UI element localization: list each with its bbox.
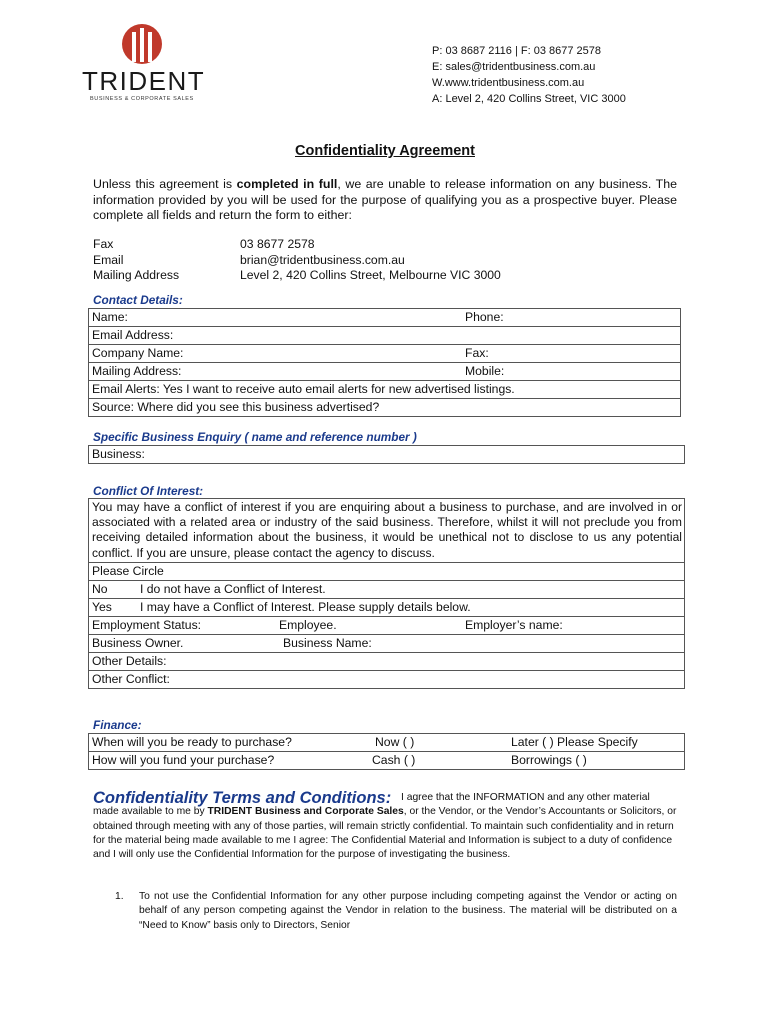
employer-name-field: Employer’s name: — [465, 617, 563, 632]
finance-table — [88, 733, 685, 770]
enquiry-table — [88, 445, 685, 464]
employment-row[interactable] — [89, 616, 685, 634]
finance-how-row[interactable] — [89, 752, 685, 770]
finance-heading: Finance: — [93, 718, 142, 732]
cash-option: Cash ( ) — [372, 753, 416, 767]
terms-body — [93, 791, 677, 862]
later-option: Later ( ) Please Specify — [511, 735, 638, 749]
trident-emblem-icon — [80, 22, 210, 70]
contact-details-table — [88, 308, 681, 417]
borrowings-option: Borrowings ( ) — [511, 753, 587, 767]
conflict-no-row[interactable] — [89, 580, 685, 598]
other-details-field[interactable]: Other Details: — [89, 652, 685, 670]
email-alerts-field[interactable]: Email Alerts: Yes I want to receive auto email alerts for new advertised listings. — [89, 381, 681, 399]
intro-paragraph — [93, 177, 677, 224]
mailing-field: Mailing Address: — [92, 364, 182, 378]
finance-when-row[interactable] — [89, 734, 685, 752]
company-fax-row[interactable] — [89, 345, 681, 363]
terms-lead: I agree that the INFORMATION and any other material made available to me by — [93, 792, 650, 818]
mailing-label: Mailing Address — [93, 268, 180, 282]
terms-company: TRIDENT Business and Corporate Sales — [207, 806, 404, 818]
email-field[interactable]: Email Address: — [89, 327, 681, 345]
no-option-text: I do not have a Conflict of Interest. — [140, 581, 326, 596]
contact-web: W.www.tridentbusiness.com.au — [432, 77, 585, 89]
conflict-yes-row[interactable] — [89, 598, 685, 616]
page-title: Confidentiality Agreement — [295, 143, 475, 159]
contact-address: A: Level 2, 420 Collins Street, VIC 3000 — [432, 93, 626, 105]
conflict-table — [88, 498, 685, 689]
logo-subtitle: BUSINESS & CORPORATE SALES — [90, 96, 194, 102]
item-number: 1. — [115, 891, 124, 902]
business-name-field: Business Name: — [283, 635, 372, 650]
business-owner-option: Business Owner. — [92, 635, 184, 650]
employment-status: Employment Status: — [92, 617, 202, 632]
intro-pre: Unless this agreement is — [93, 177, 237, 191]
phone-field: Phone: — [465, 310, 504, 324]
logo-wordmark: TRIDENT — [82, 66, 206, 96]
conflict-heading: Conflict Of Interest: — [93, 484, 204, 498]
please-circle: Please Circle — [89, 562, 685, 580]
yes-option: Yes — [92, 599, 112, 614]
header-contact — [432, 43, 626, 107]
name-field: Name: — [92, 310, 128, 324]
no-option: No — [92, 581, 108, 596]
name-phone-row[interactable] — [89, 309, 681, 327]
intro-bold: completed in full — [236, 177, 338, 191]
terms-rest: , or the Vendor, or the Vendor’s Accountants or Solicitors, or obtained through meeting with any of those parties, will remain strictly confidential. To maintain such confidentiality and in return for the material being made available to me I agree: The Confidential Material and Information is subject to a duty of confidence and I will only use the Confidential Information for the purpose of investigating the business. — [93, 806, 677, 861]
contact-email: E: sales@tridentbusiness.com.au — [432, 61, 596, 73]
now-option: Now ( ) — [375, 735, 415, 749]
mobile-field: Mobile: — [465, 364, 505, 378]
mailing-value: Level 2, 420 Collins Street, Melbourne VIC 3000 — [240, 268, 501, 282]
terms-heading: Confidentiality Terms and Conditions: — [93, 789, 392, 807]
business-owner-row[interactable] — [89, 634, 685, 652]
when-question: When will you be ready to purchase? — [92, 735, 292, 749]
fax-field: Fax: — [465, 346, 489, 360]
other-conflict-field[interactable]: Other Conflict: — [89, 670, 685, 688]
company-field: Company Name: — [92, 346, 184, 360]
conflict-text: You may have a conflict of interest if you are enquiring about a business to purchase, and are involved in or associated with a related area or industry of the said business. Therefore, whilst it will not preclude you from receiving detailed information about the business, it would be unethical not to disclose to us any potential conflict. If you are unsure, please contact the agency to discuss. — [89, 499, 685, 563]
email-label: Email — [93, 252, 124, 267]
mailing-mobile-row[interactable] — [89, 363, 681, 381]
enquiry-heading: Specific Business Enquiry ( name and reference number ) — [93, 430, 417, 444]
item-text: To not use the Confidential Information for any other purpose including competing against the Vendor or acting on behalf of any person competing against the Vendor in relation to the business. The material will be distributed on a “Need to Know” basis only to Directors, Senior — [139, 891, 677, 931]
business-field[interactable]: Business: — [89, 446, 685, 464]
email-value: brian@tridentbusiness.com.au — [240, 252, 405, 267]
contact-details-heading: Contact Details: — [93, 293, 183, 307]
fax-value: 03 8677 2578 — [240, 237, 315, 251]
how-question: How will you fund your purchase? — [92, 753, 275, 767]
contact-phone-fax: P: 03 8687 2116 | F: 03 8677 2578 — [432, 45, 602, 57]
fax-label: Fax — [93, 237, 114, 251]
intro-post: , we are unable to release information on any business. The information provided by you will be used for the purpose of qualifying you as a prospective buyer. Please complete all fields and return the form to either: — [93, 177, 677, 222]
employee-option: Employee. — [279, 617, 337, 632]
yes-option-text: I may have a Conflict of Interest. Please supply details below. — [140, 599, 471, 614]
source-field[interactable]: Source: Where did you see this business advertised? — [89, 399, 681, 417]
